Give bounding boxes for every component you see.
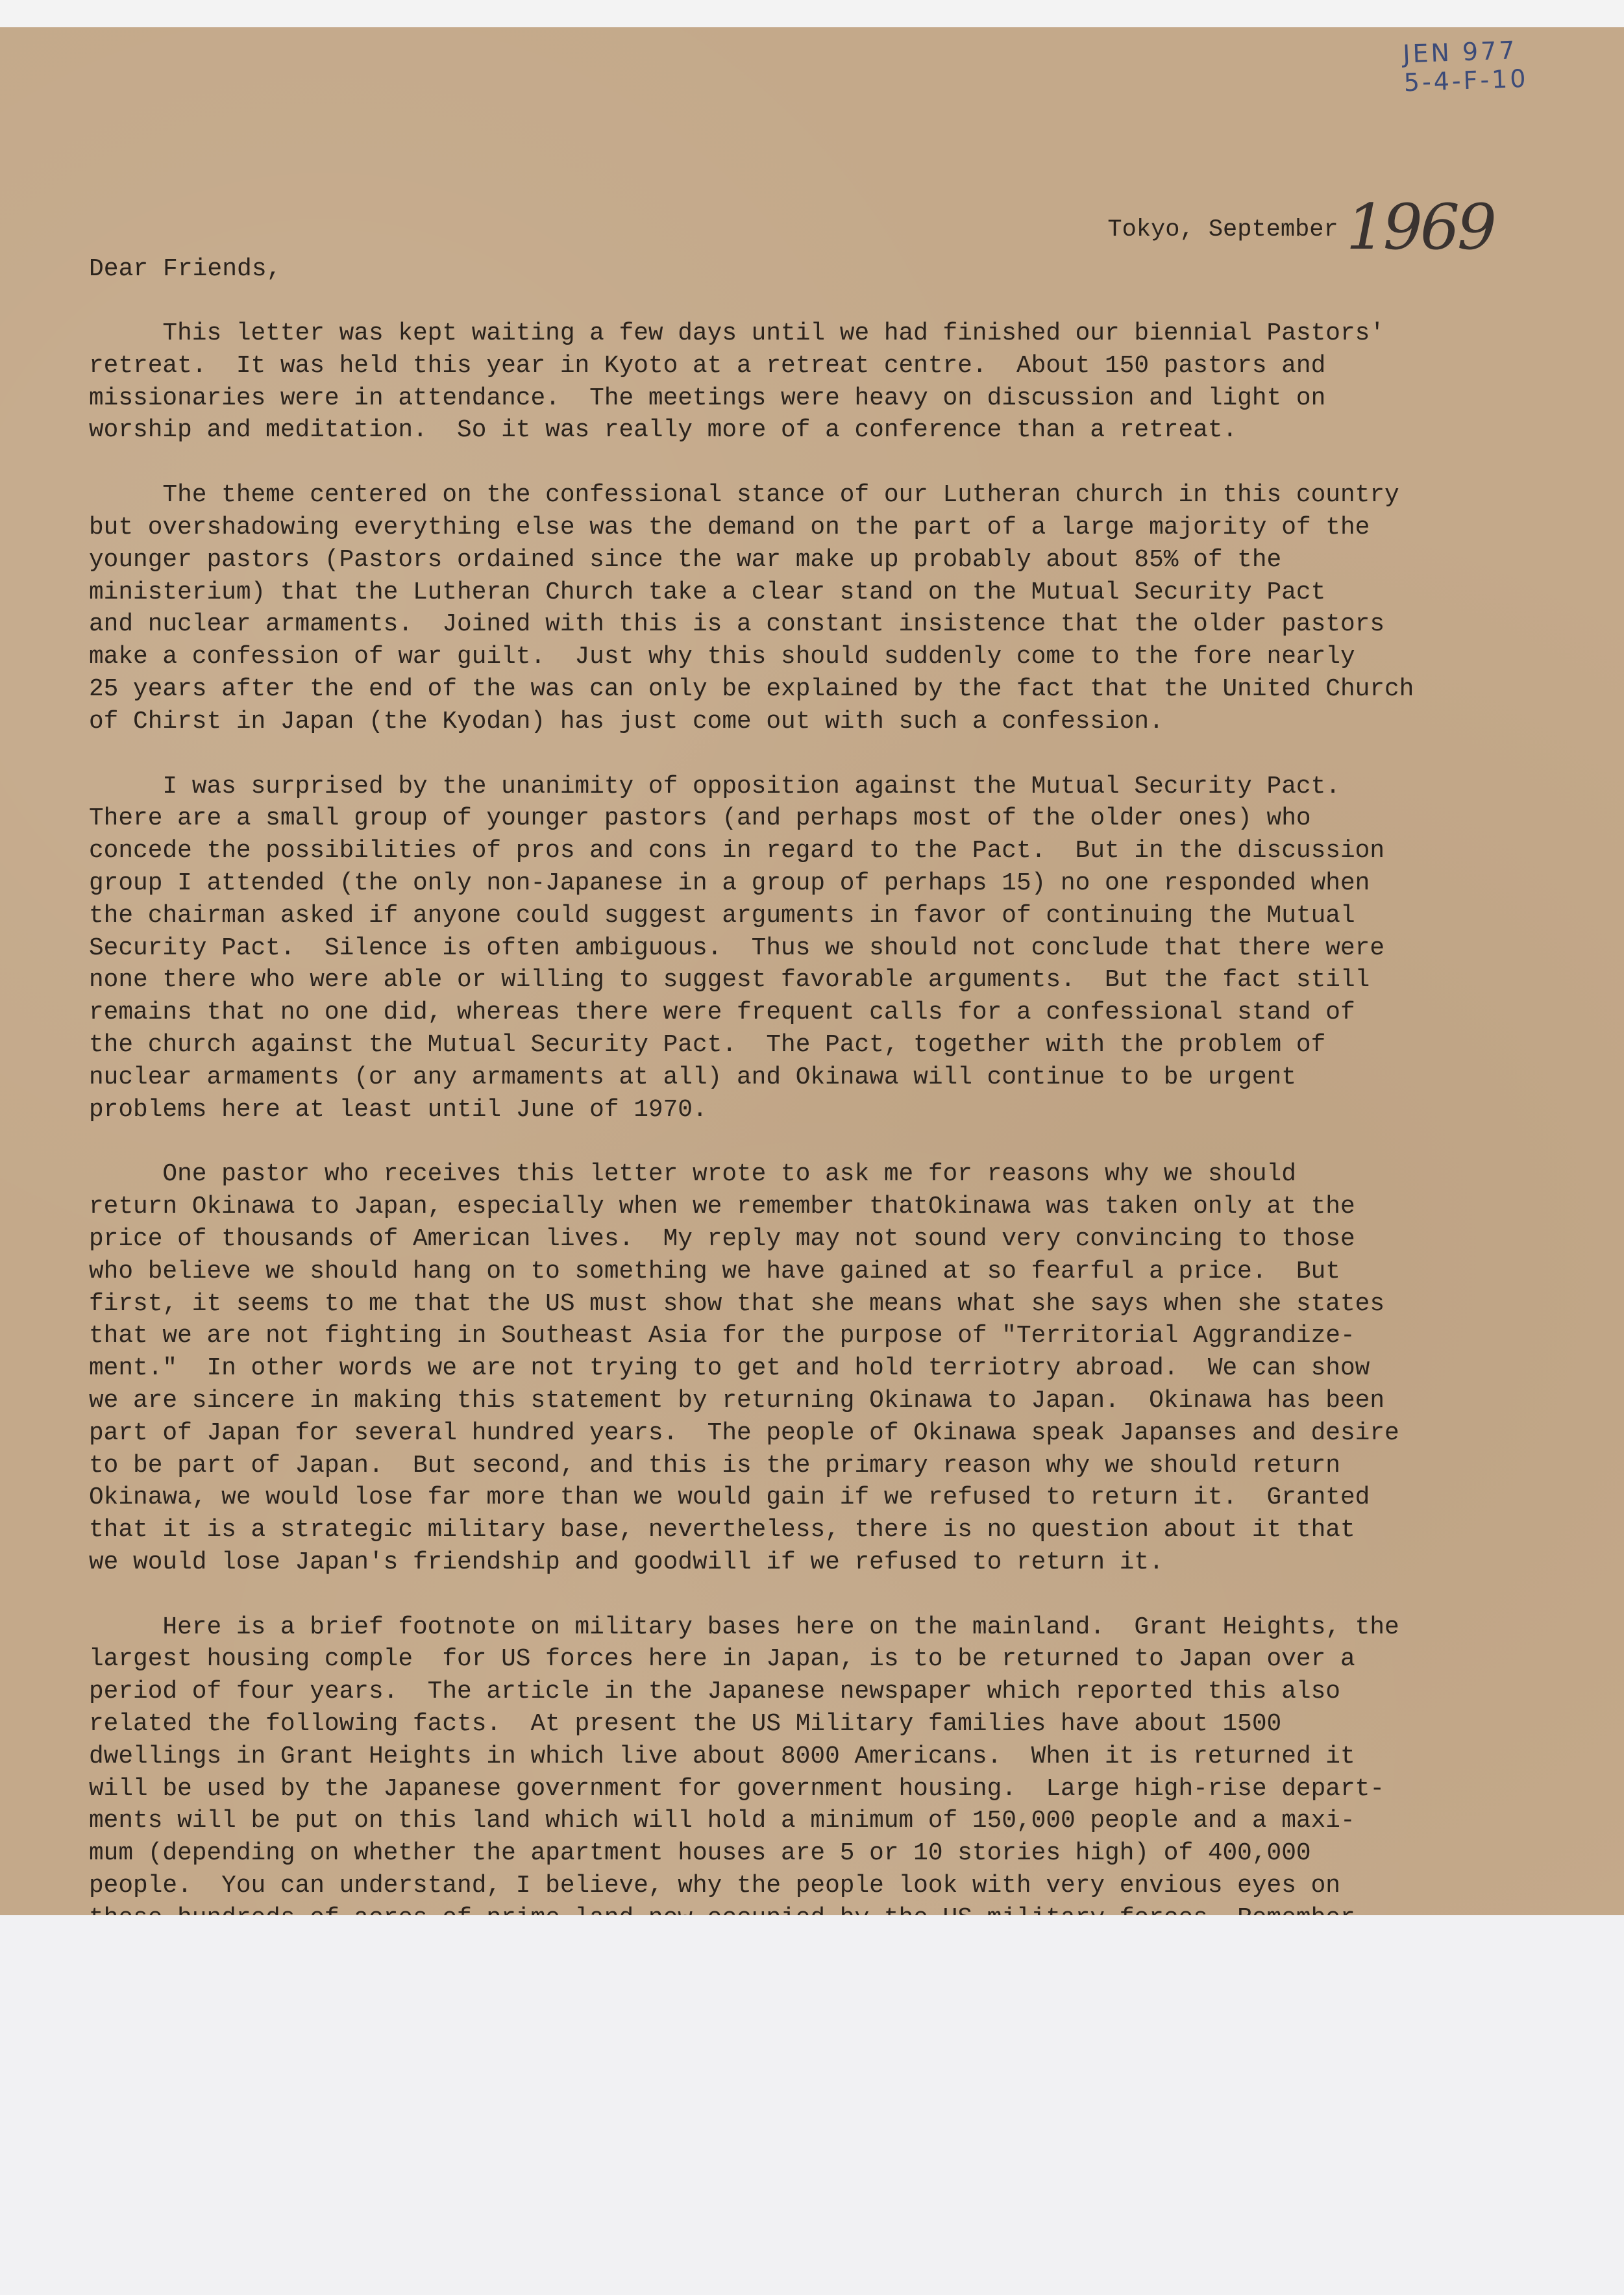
letter-date xyxy=(1107,178,1494,264)
text-line: we are sincere in making this statement by returning Okinawa to Japan. Okinawa has been xyxy=(89,1387,1385,1415)
text-line: of Chirst in Japan (the Kyodan) has just come out with such a confession. xyxy=(89,708,1164,736)
text-line: There are a small group of younger pastors (and perhaps most of the older ones) who xyxy=(89,805,1311,833)
text-line: dwellings in Grant Heights in which live about 8000 Americans. When it is returned it xyxy=(89,1743,1355,1770)
text-line: who believe we should hang on to something we have gained at so fearful a price. But xyxy=(89,1258,1340,1285)
text-line: The theme centered on the confessional stance of our Lutheran church in this country xyxy=(89,482,1399,510)
letter-page xyxy=(0,27,1624,1915)
paragraph-3 xyxy=(89,771,1556,1127)
text-line: but overshadowing everything else was the demand on the part of a large majority of the xyxy=(89,514,1370,541)
handwritten-year: 1969 xyxy=(1346,191,1494,264)
text-line: period of four years. The article in the Japanese newspaper which reported this also xyxy=(89,1678,1340,1706)
archive-note-line-2: 5-4-F-10 xyxy=(1403,64,1529,97)
scan-background-bottom xyxy=(0,1915,1624,2295)
text-line: the chairman asked if anyone could suggest arguments in favor of continuing the Mutual xyxy=(89,902,1355,930)
text-line: largest housing comple for US forces here in Japan, is to be returned to Japan over a xyxy=(89,1646,1355,1674)
text-line: first, it seems to me that the US must show that she means what she says when she states xyxy=(89,1290,1385,1318)
text-line: none there who were able or willing to suggest favorable arguments. But the fact still xyxy=(89,967,1370,995)
text-line: we would lose Japan's friendship and goodwill if we refused to return it. xyxy=(89,1548,1164,1576)
text-line: ministerium) that the Lutheran Church take a clear stand on the Mutual Security Pact xyxy=(89,578,1326,606)
text-line: the church against the Mutual Security Pact. The Pact, together with the problem of xyxy=(89,1031,1326,1059)
text-line: 25 years after the end of the was can only be explained by the fact that the United Church xyxy=(89,675,1414,703)
paragraph-5 xyxy=(89,1612,1556,1968)
text-line: concede the possibilities of pros and cons in regard to the Pact. But in the discussion xyxy=(89,837,1385,865)
paragraph-2 xyxy=(89,480,1556,738)
paragraph-4 xyxy=(89,1159,1556,1579)
text-line: part of Japan for several hundred years. The people of Okinawa speak Japanses and desire xyxy=(89,1419,1399,1447)
text-line: and nuclear armaments. Joined with this is a constant insistence that the older pastors xyxy=(89,611,1385,639)
text-line: worship and meditation. So it was really more of a conference than a retreat. xyxy=(89,417,1238,445)
text-line: One pastor who receives this letter wrote to ask me for reasons why we should xyxy=(89,1161,1296,1189)
text-line: ment." In other words we are not trying to get and hold terriotry abroad. We can show xyxy=(89,1355,1370,1383)
text-line: will be used by the Japanese government for government housing. Large high-rise depart- xyxy=(89,1775,1385,1803)
paragraph-1 xyxy=(89,318,1556,447)
text-line: return Okinawa to Japan, especially when we remember thatOkinawa was taken only at the xyxy=(89,1193,1355,1221)
letter-body xyxy=(89,318,1556,2000)
text-line: make a confession of war guilt. Just why this should suddenly come to the fore nearly xyxy=(89,643,1355,671)
text-line: missionaries were in attendance. The meetings were heavy on discussion and light on xyxy=(89,384,1326,412)
text-line: price of thousands of American lives. My reply may not sound very convincing to those xyxy=(89,1225,1355,1253)
text-line: Okinawa, we would lose far more than we would gain if we refused to return it. Granted xyxy=(89,1484,1370,1512)
text-line: people. You can understand, I believe, why the people look with very envious eyes on xyxy=(89,1872,1340,1900)
archive-note-line-1: JEN 977 xyxy=(1402,36,1518,69)
text-line: nuclear armaments (or any armaments at all) and Okinawa will continue to be urgent xyxy=(89,1063,1296,1091)
text-line: mum (depending on whether the apartment houses are 5 or 10 stories high) of 400,000 xyxy=(89,1840,1311,1868)
text-line: group I attended (the only non-Japanese in a group of perhaps 15) no one responded when xyxy=(89,869,1370,897)
text-line: retreat. It was held this year in Kyoto at a retreat centre. About 150 pastors and xyxy=(89,352,1326,380)
text-line: Security Pact. Silence is often ambiguous. Thus we should not conclude that there were xyxy=(89,934,1385,962)
text-line: to be part of Japan. But second, and this is the primary reason why we should return xyxy=(89,1452,1340,1480)
text-line: that we are not fighting in Southeast Asia for the purpose of "Territorial Aggrandize- xyxy=(89,1322,1355,1350)
text-line: that it is a strategic military base, nevertheless, there is no question about it that xyxy=(89,1517,1355,1544)
text-line: Here is a brief footnote on military bases here on the mainland. Grant Heights, the xyxy=(89,1613,1399,1641)
place-date-text: Tokyo, September xyxy=(1107,216,1338,243)
salutation: Dear Friends, xyxy=(89,255,282,283)
text-line: remains that no one did, whereas there were frequent calls for a confessional stand of xyxy=(89,999,1355,1027)
text-line: problems here at least until June of 1970. xyxy=(89,1096,707,1124)
text-line: This letter was kept waiting a few days until we had finished our biennial Pastors' xyxy=(89,320,1385,347)
text-line: related the following facts. At present the US Military families have about 1500 xyxy=(89,1711,1282,1739)
text-line: younger pastors (Pastors ordained since the war make up probably about 85% of the xyxy=(89,546,1282,574)
text-line: I was surprised by the unanimity of opposition against the Mutual Security Pact. xyxy=(89,773,1340,800)
text-line: ments will be put on this land which will hold a minimum of 150,000 people and a maxi- xyxy=(89,1807,1355,1835)
archive-reference-note xyxy=(1403,36,1529,97)
scan-border-top xyxy=(0,0,1624,27)
